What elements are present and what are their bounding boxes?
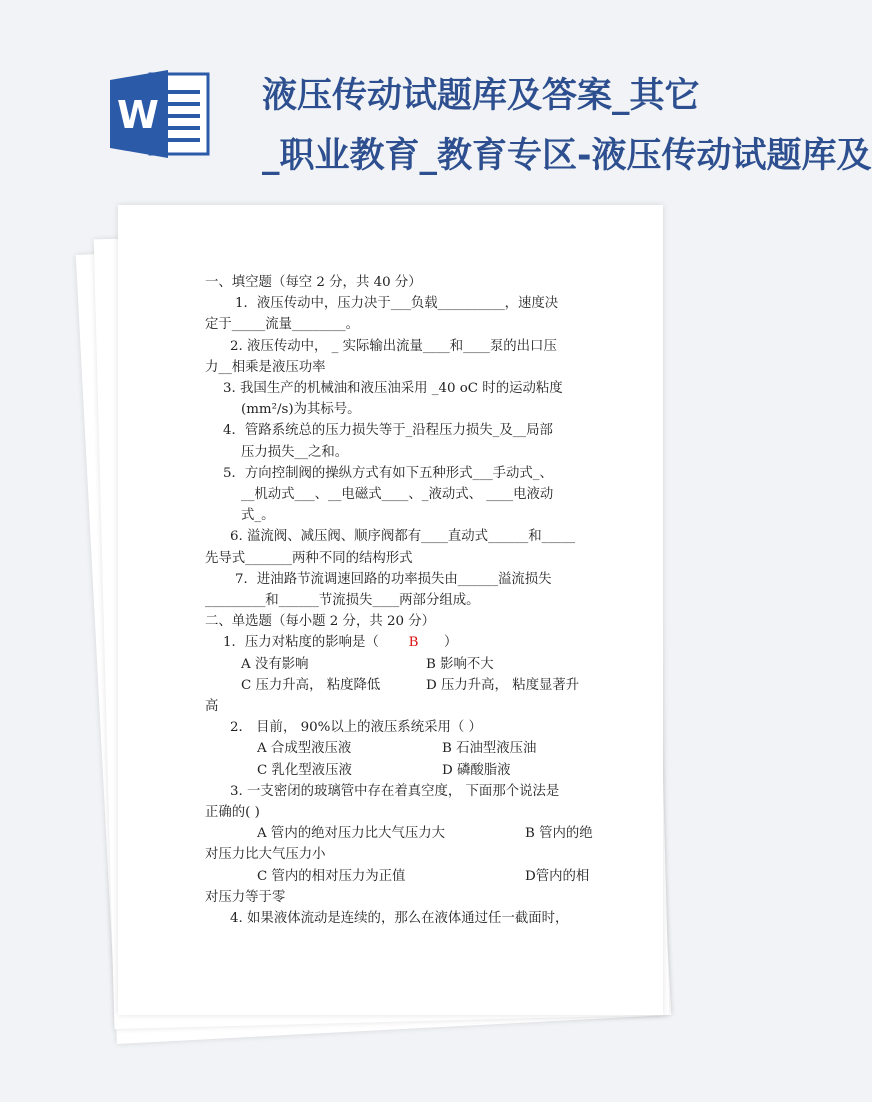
question-line: 对压力比大气压力小 [205,847,326,863]
question-line: 先导式_______两种不同的结构形式 [205,550,413,566]
title-line-1: 液压传动试题库及答案_其它 [262,76,700,116]
option-row: A 没有影响 B 影响不大 [241,656,494,672]
word-doc-icon [110,68,210,160]
option-row: A 管内的绝对压力比大气压力大 B 管内的绝 [257,826,593,842]
question-line: 4．管路系统总的压力损失等于_沿程压力损失_及__局部 [223,423,553,439]
question-line: 高 [205,699,219,715]
question-line: 3. 一支密闭的玻璃管中存在着真空度， 下面那个说法是 [230,783,560,799]
question-line: 对压力等于零 [205,889,286,905]
question-line: 式_。 [241,508,275,524]
option-row: C 乳化型液压液 D 磷酸脂液 [257,762,511,778]
question-line: 3. 我国生产的机械油和液压油采用 _40 oC 时的运动粘度 [223,381,563,397]
question-line: 定于_____流量________。 [205,317,359,333]
option-row: A 合成型液压液 B 石油型液压油 [257,741,537,757]
question-line: 正确的( ) [205,805,260,821]
question-line: 1．液压传动中，压力决于___负载__________，速度决 [235,296,559,312]
option-row: C 压力升高， 粘度降低 D 压力升高， 粘度显著升 [241,677,580,693]
question-line: 压力损失__之和。 [241,444,349,460]
question-line: __机动式___、__电磁式____、_液动式、 ____电液动 [241,487,554,503]
question-line: 力__相乘是液压功率 [205,359,326,375]
option-row: C 管内的相对压力为正值 D管内的相 [257,868,590,884]
question-line: (mm²/s)为其标号。 [241,402,361,418]
question-line: 5．方向控制阀的操纵方式有如下五种形式___手动式_、 [223,465,553,481]
answer-mark: B [408,635,419,651]
question-line: _________和______节流损失____两部分组成。 [205,593,480,609]
title-line-2: _职业教育_教育专区-液压传动试题库及 [262,136,872,176]
question-line: 2. 液压传动中， _ 实际输出流量____和____泵的出口压 [230,338,557,354]
question-line: 1．压力对粘度的影响是（ B ） [223,635,458,651]
section-heading: 二、单选题（每小题 2 分，共 20 分） [205,614,436,630]
question-line: 6. 溢流阀、减压阀、顺序阀都有____直动式______和_____ [230,529,576,545]
question-line: 7．进油路节流调速回路的功率损失由______溢流损失 [235,571,552,587]
document-content [205,272,615,929]
section-heading: 一、填空题（每空 2 分，共 40 分） [205,275,422,290]
word-letter: W [117,93,159,137]
page-title [262,66,872,186]
question-line: 2． 目前， 90%以上的液压系统采用（ ） [230,720,482,736]
question-line: 4. 如果液体流动是连续的，那么在液体通过任一截面时， [230,911,569,927]
